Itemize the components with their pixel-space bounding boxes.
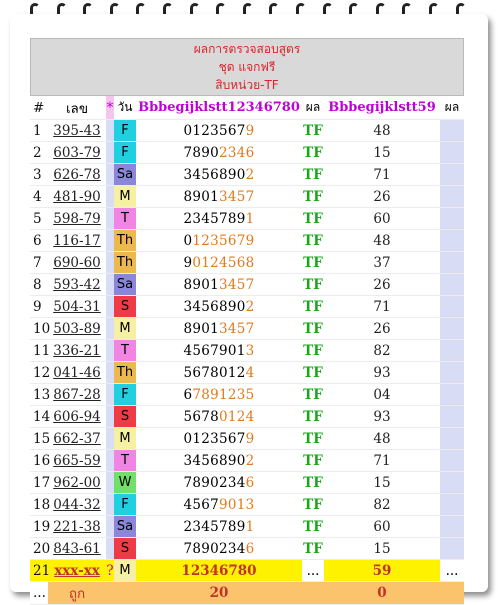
row-digits — [136, 472, 302, 494]
row-result: TF — [302, 252, 324, 274]
row-result-2: 48 — [324, 120, 440, 142]
digits-part: 3456890 — [183, 166, 246, 183]
row-digits — [136, 186, 302, 208]
row-number: 5 — [30, 208, 48, 230]
digits-part: 7890234 — [183, 540, 246, 557]
digits-highlight: 3 — [245, 342, 255, 359]
digits-highlight: 1 — [245, 210, 255, 227]
row-result: TF — [302, 208, 324, 230]
table-row — [30, 406, 464, 428]
row-digits — [136, 120, 302, 142]
footer-num: ... — [30, 582, 48, 605]
row-result: TF — [302, 318, 324, 340]
row-star-cell — [106, 296, 114, 318]
row-star-cell — [106, 472, 114, 494]
title-line-3: สิบหน่วย-TF — [215, 78, 279, 92]
row-code: 690-60 — [48, 252, 106, 274]
row-day: Th — [114, 230, 136, 252]
col-num: # — [30, 96, 48, 120]
row-digits — [136, 340, 302, 362]
row-star-cell — [106, 142, 114, 164]
table-row — [30, 516, 464, 538]
row-code: 598-79 — [48, 208, 106, 230]
row-result: TF — [302, 362, 324, 384]
table-row — [30, 384, 464, 406]
row-result: TF — [302, 120, 324, 142]
row-end-cell — [440, 252, 464, 274]
footer-count-1: 20 — [136, 582, 302, 605]
row-end-cell — [440, 516, 464, 538]
digits-highlight: 4 — [245, 364, 255, 381]
col-result-1: ผล — [302, 96, 324, 120]
row-digits — [136, 494, 302, 516]
table-row — [30, 428, 464, 450]
digits-highlight: 3457 — [219, 276, 255, 293]
row-number: 18 — [30, 494, 48, 516]
row-day: T — [114, 208, 136, 230]
col-star: * — [106, 96, 114, 120]
table-row — [30, 164, 464, 186]
row-digits — [136, 406, 302, 428]
row-result: TF — [302, 142, 324, 164]
footer-end-spacer — [440, 582, 464, 605]
row-result-2: 71 — [324, 450, 440, 472]
col-formula-2: Bbbegijklstt59 — [324, 96, 440, 120]
row-digits — [136, 428, 302, 450]
digits-part: 3456890 — [183, 298, 246, 315]
row-digits — [136, 230, 302, 252]
row-result-2: 26 — [324, 274, 440, 296]
row-star-cell — [106, 274, 114, 296]
row-star-cell — [106, 406, 114, 428]
digits-highlight: 9 — [245, 122, 255, 139]
title-banner — [30, 38, 464, 96]
row-result-2: 15 — [324, 142, 440, 164]
footer-count-2: 0 — [324, 582, 440, 605]
row-day: Th — [114, 252, 136, 274]
row-day: S — [114, 538, 136, 560]
row-digits — [136, 296, 302, 318]
pending-result-3: ... — [440, 560, 464, 582]
row-end-cell — [440, 428, 464, 450]
row-star-cell — [106, 230, 114, 252]
row-result-2: 60 — [324, 208, 440, 230]
row-result: TF — [302, 164, 324, 186]
row-number: 11 — [30, 340, 48, 362]
digits-part: 5678012 — [183, 364, 246, 381]
row-star-cell — [106, 318, 114, 340]
digits-part: 8901 — [183, 276, 219, 293]
row-end-cell — [440, 450, 464, 472]
row-code: 504-31 — [48, 296, 106, 318]
digits-part: 6 — [183, 386, 193, 403]
pending-star: ? — [106, 560, 114, 582]
digits-part: 0123567 — [183, 430, 246, 447]
row-day: Sa — [114, 516, 136, 538]
row-code: 606-94 — [48, 406, 106, 428]
digits-part: 3456890 — [183, 452, 246, 469]
digits-part: 0123567 — [183, 122, 246, 139]
pending-result-2: 59 — [324, 560, 440, 582]
row-number: 6 — [30, 230, 48, 252]
digits-part: 7890 — [183, 144, 219, 161]
table-body — [30, 120, 464, 560]
pending-row — [30, 560, 464, 582]
row-star-cell — [106, 186, 114, 208]
row-end-cell — [440, 494, 464, 516]
row-end-cell — [440, 340, 464, 362]
row-code: 503-89 — [48, 318, 106, 340]
row-end-cell — [440, 142, 464, 164]
row-result-2: 82 — [324, 494, 440, 516]
digits-part: 5678 — [183, 408, 219, 425]
row-number: 8 — [30, 274, 48, 296]
column-header-row — [30, 96, 464, 120]
row-number: 10 — [30, 318, 48, 340]
row-code: 116-17 — [48, 230, 106, 252]
footer-result-spacer — [302, 582, 324, 605]
row-result: TF — [302, 428, 324, 450]
digits-part: 2345789 — [183, 518, 246, 535]
digits-part: 2345789 — [183, 210, 246, 227]
row-end-cell — [440, 120, 464, 142]
pending-result: ... — [302, 560, 324, 582]
row-number: 3 — [30, 164, 48, 186]
row-result-2: 82 — [324, 340, 440, 362]
row-code: 221-38 — [48, 516, 106, 538]
col-result-2: ผล — [440, 96, 464, 120]
row-digits — [136, 516, 302, 538]
row-code: 626-78 — [48, 164, 106, 186]
row-star-cell — [106, 252, 114, 274]
row-number: 13 — [30, 384, 48, 406]
row-end-cell — [440, 186, 464, 208]
row-code: 867-28 — [48, 384, 106, 406]
table-row — [30, 186, 464, 208]
digits-highlight: 3457 — [219, 320, 255, 337]
table-row — [30, 450, 464, 472]
row-day: Sa — [114, 164, 136, 186]
footer-day-spacer — [114, 582, 136, 605]
row-day: F — [114, 120, 136, 142]
row-digits — [136, 164, 302, 186]
row-star-cell — [106, 450, 114, 472]
row-day: Th — [114, 362, 136, 384]
row-digits — [136, 252, 302, 274]
row-result: TF — [302, 450, 324, 472]
row-result-2: 04 — [324, 384, 440, 406]
table-row — [30, 318, 464, 340]
row-number: 20 — [30, 538, 48, 560]
row-result: TF — [302, 472, 324, 494]
table-row — [30, 362, 464, 384]
row-day: M — [114, 186, 136, 208]
row-star-cell — [106, 120, 114, 142]
row-number: 17 — [30, 472, 48, 494]
row-digits — [136, 274, 302, 296]
result-table — [30, 96, 464, 605]
row-end-cell — [440, 406, 464, 428]
pending-day: M — [114, 560, 136, 582]
pending-code: xxx-xx — [48, 560, 106, 582]
row-number: 19 — [30, 516, 48, 538]
row-day: S — [114, 296, 136, 318]
digits-highlight: 9013 — [219, 496, 255, 513]
row-end-cell — [440, 274, 464, 296]
table-row — [30, 142, 464, 164]
row-end-cell — [440, 318, 464, 340]
row-end-cell — [440, 538, 464, 560]
table-row — [30, 208, 464, 230]
row-number: 4 — [30, 186, 48, 208]
row-result: TF — [302, 296, 324, 318]
row-star-cell — [106, 362, 114, 384]
pending-digits: 12346780 — [136, 560, 302, 582]
digits-highlight: 9 — [245, 430, 255, 447]
row-result-2: 93 — [324, 362, 440, 384]
row-end-cell — [440, 230, 464, 252]
digits-highlight: 1 — [245, 518, 255, 535]
row-result-2: 60 — [324, 516, 440, 538]
row-result: TF — [302, 538, 324, 560]
row-end-cell — [440, 472, 464, 494]
digits-highlight: 1235679 — [192, 232, 255, 249]
table-row — [30, 252, 464, 274]
footer-row — [30, 582, 464, 605]
col-formula-1: Bbbegijklstt12346780 — [136, 96, 302, 120]
digits-part: 7890234 — [183, 474, 246, 491]
row-star-cell — [106, 340, 114, 362]
row-digits — [136, 142, 302, 164]
footer-label: ถูก — [48, 582, 106, 605]
row-number: 15 — [30, 428, 48, 450]
row-code: 593-42 — [48, 274, 106, 296]
digits-highlight: 0124 — [219, 408, 255, 425]
row-result: TF — [302, 384, 324, 406]
row-star-cell — [106, 494, 114, 516]
row-result: TF — [302, 494, 324, 516]
row-end-cell — [440, 296, 464, 318]
row-result: TF — [302, 274, 324, 296]
digits-highlight: 2346 — [219, 144, 255, 161]
table-row — [30, 472, 464, 494]
table-row — [30, 296, 464, 318]
row-result-2: 15 — [324, 538, 440, 560]
row-result: TF — [302, 516, 324, 538]
row-result-2: 37 — [324, 252, 440, 274]
result-card — [30, 38, 464, 602]
row-digits — [136, 362, 302, 384]
row-number: 16 — [30, 450, 48, 472]
row-code: 843-61 — [48, 538, 106, 560]
row-code: 662-37 — [48, 428, 106, 450]
row-result: TF — [302, 340, 324, 362]
row-day: T — [114, 340, 136, 362]
row-code: 481-90 — [48, 186, 106, 208]
digits-part: 4567 — [183, 496, 219, 513]
digits-highlight: 3457 — [219, 188, 255, 205]
row-star-cell — [106, 428, 114, 450]
row-result: TF — [302, 186, 324, 208]
digits-part: 8901 — [183, 320, 219, 337]
row-number: 2 — [30, 142, 48, 164]
row-day: Sa — [114, 274, 136, 296]
row-star-cell — [106, 164, 114, 186]
digits-highlight: 2 — [245, 166, 255, 183]
table-row — [30, 120, 464, 142]
pending-num: 21 — [30, 560, 48, 582]
table-row — [30, 274, 464, 296]
digits-part: 4567901 — [183, 342, 246, 359]
row-end-cell — [440, 164, 464, 186]
row-number: 14 — [30, 406, 48, 428]
row-code: 041-46 — [48, 362, 106, 384]
row-day: S — [114, 406, 136, 428]
row-day: F — [114, 142, 136, 164]
row-end-cell — [440, 362, 464, 384]
col-day: วัน — [114, 96, 136, 120]
row-result-2: 71 — [324, 296, 440, 318]
row-result-2: 71 — [324, 164, 440, 186]
title-line-1: ผลการตรวจสอบสูตร — [193, 42, 301, 56]
row-star-cell — [106, 538, 114, 560]
row-code: 044-32 — [48, 494, 106, 516]
row-digits — [136, 384, 302, 406]
row-number: 7 — [30, 252, 48, 274]
digits-highlight: 2 — [245, 298, 255, 315]
row-day: F — [114, 384, 136, 406]
table-row — [30, 538, 464, 560]
digits-highlight: 7891235 — [192, 386, 255, 403]
row-result-2: 93 — [324, 406, 440, 428]
row-result: TF — [302, 230, 324, 252]
row-star-cell — [106, 384, 114, 406]
digits-highlight: 2 — [245, 452, 255, 469]
row-digits — [136, 538, 302, 560]
row-number: 1 — [30, 120, 48, 142]
table-row — [30, 340, 464, 362]
row-result-2: 48 — [324, 230, 440, 252]
row-star-cell — [106, 516, 114, 538]
col-code: เลข — [48, 96, 106, 120]
digits-highlight: 6 — [245, 474, 255, 491]
digits-part: 0 — [183, 232, 193, 249]
row-digits — [136, 450, 302, 472]
row-code: 336-21 — [48, 340, 106, 362]
table-row — [30, 494, 464, 516]
row-result-2: 26 — [324, 186, 440, 208]
row-result-2: 48 — [324, 428, 440, 450]
digits-highlight: 0124568 — [192, 254, 255, 271]
row-digits — [136, 208, 302, 230]
row-code: 665-59 — [48, 450, 106, 472]
row-result: TF — [302, 406, 324, 428]
row-code: 962-00 — [48, 472, 106, 494]
footer-star-spacer — [106, 582, 114, 605]
row-result-2: 15 — [324, 472, 440, 494]
row-day: M — [114, 428, 136, 450]
row-star-cell — [106, 208, 114, 230]
row-result-2: 26 — [324, 318, 440, 340]
row-day: M — [114, 318, 136, 340]
digits-highlight: 6 — [245, 540, 255, 557]
digits-part: 9 — [183, 254, 193, 271]
row-digits — [136, 318, 302, 340]
title-line-2: ชุด แจกฟรี — [218, 60, 276, 74]
row-end-cell — [440, 384, 464, 406]
row-day: F — [114, 494, 136, 516]
row-end-cell — [440, 208, 464, 230]
table-row — [30, 230, 464, 252]
row-code: 603-79 — [48, 142, 106, 164]
row-number: 12 — [30, 362, 48, 384]
row-day: T — [114, 450, 136, 472]
row-day: W — [114, 472, 136, 494]
row-code: 395-43 — [48, 120, 106, 142]
digits-part: 8901 — [183, 188, 219, 205]
row-number: 9 — [30, 296, 48, 318]
